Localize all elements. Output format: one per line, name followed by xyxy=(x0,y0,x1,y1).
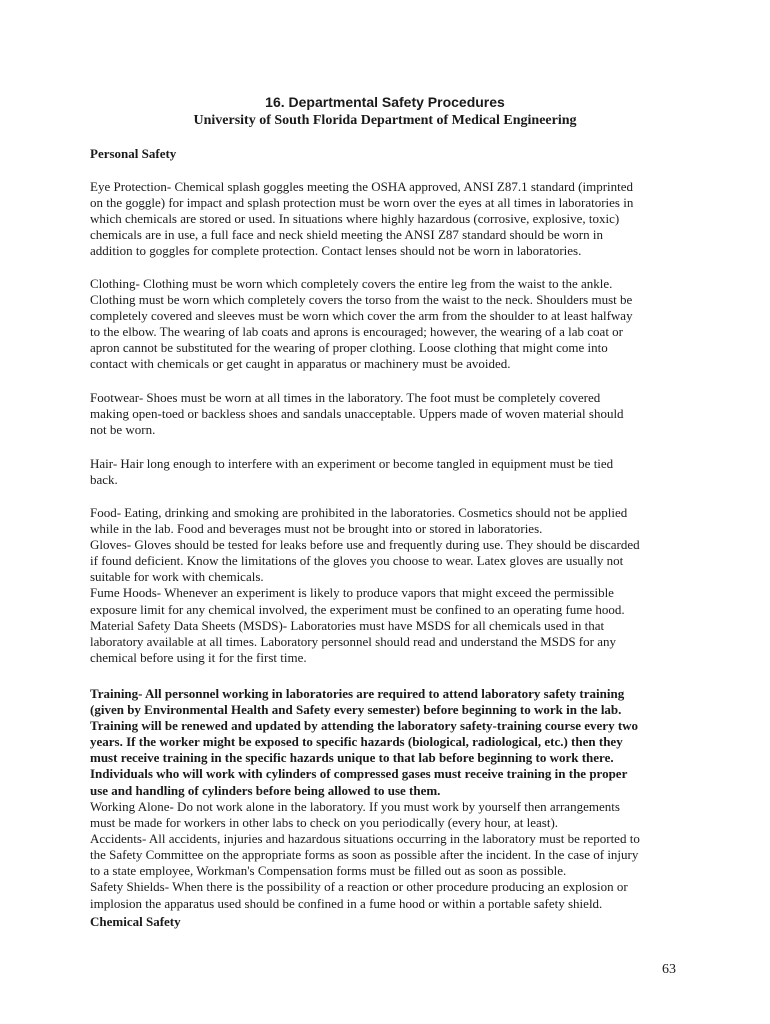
text-line: the Safety Committee on the appropriate forms as soon as possible after the incident. In the case of injury xyxy=(90,847,639,863)
text-line: exposure limit for any chemical involved, the experiment must be confined to an operating fume hood. xyxy=(90,601,625,617)
text-line: Training will be renewed and updated by attending the laboratory safety-training course every two xyxy=(90,718,639,734)
text-line: completely covered and sleeves must be worn which cover the arm from the shoulder to at least halfway xyxy=(90,308,633,324)
text-line: years. If the worker might be exposed to specific hazards (biological, radiological, etc.) then they xyxy=(90,734,623,750)
paragraph-clothing xyxy=(90,276,682,373)
paragraph-food-gloves-fume-msds xyxy=(90,505,682,666)
text-line: back. xyxy=(90,472,118,488)
page-title: 16. Departmental Safety Procedures xyxy=(265,94,505,110)
text-line: on the goggle) for impact and splash protection must be worn over the eyes at all times in laboratories in xyxy=(90,195,634,211)
text-line: Accidents- All accidents, injuries and hazardous situations occurring in the laboratory must be reported to xyxy=(90,831,640,847)
text-line: Eye Protection- Chemical splash goggles meeting the OSHA approved, ANSI Z87.1 standard (imprinted xyxy=(90,179,634,194)
paragraph-training xyxy=(90,686,682,799)
text-line: Fume Hoods- Whenever an experiment is likely to produce vapors that might exceed the permissible xyxy=(90,585,614,601)
paragraph-hair xyxy=(90,456,682,488)
text-line: if found deficient. Know the limitations of the gloves you choose to wear. Latex gloves are usually not xyxy=(90,553,624,569)
text-line: use and handling of cylinders before being allowed to use them. xyxy=(90,782,441,798)
text-line: which chemicals are stored or used. In situations where highly hazardous (corrosive, explosive, toxic) xyxy=(90,211,620,227)
text-line: while in the lab. Food and beverages must not be brought into or stored in laboratories. xyxy=(90,521,543,537)
text-line: Individuals who will work with cylinders of compressed gases must receive training in the proper xyxy=(90,766,628,782)
paragraph-eye-protection xyxy=(90,179,682,259)
text-line: Hair- Hair long enough to interfere with an experiment or become tangled in equipment must be tied xyxy=(90,456,614,471)
page-subtitle: University of South Florida Department of Medical Engineering xyxy=(193,113,577,128)
section-heading-chemical-safety: Chemical Safety xyxy=(90,914,181,929)
text-line: chemicals are in use, a full face and neck shield meeting the ANSI Z87 standard should be worn in xyxy=(90,227,603,243)
text-line: Food- Eating, drinking and smoking are prohibited in the laboratories. Cosmetics should not be applied xyxy=(90,505,628,520)
text-line: to a state employee, Workman's Compensation forms must be filled out as soon as possible. xyxy=(90,863,567,879)
text-line: (given by Environmental Health and Safety every semester) before beginning to work in the lab. xyxy=(90,702,622,718)
text-line: Footwear- Shoes must be worn at all times in the laboratory. The foot must be completely covered xyxy=(90,390,601,405)
paragraph-working-alone-accidents-shields xyxy=(90,799,682,912)
text-line: addition to goggles for complete protection. Contact lenses should not be worn in laboratories. xyxy=(90,243,582,259)
text-line: laboratory available at all times. Laboratory personnel should read and understand the MSDS for any xyxy=(90,633,616,649)
text-line: to the elbow. The wearing of lab coats and aprons is encouraged; however, the wearing of a lab coat or xyxy=(90,324,624,340)
text-line: Clothing must be worn which completely covers the torso from the waist to the neck. Shoulders must be xyxy=(90,292,633,308)
section-heading-personal-safety: Personal Safety xyxy=(90,146,177,161)
text-line: apron cannot be substituted for the wearing of proper clothing. Loose clothing that might come into xyxy=(90,340,608,356)
text-line: not be worn. xyxy=(90,422,156,438)
text-line: contact with chemicals or get caught in apparatus or machinery must be avoided. xyxy=(90,356,511,372)
text-line: Working Alone- Do not work alone in the laboratory. If you must work by yourself then arrangements xyxy=(90,799,620,814)
text-line: must receive training in the specific hazards unique to that lab before beginning to work there. xyxy=(90,750,614,766)
text-line: Safety Shields- When there is the possibility of a reaction or other procedure producing an explosion or xyxy=(90,879,628,895)
text-line: implosion the apparatus used should be confined in a fume hood or within a portable safety shield. xyxy=(90,895,603,911)
text-line: Clothing- Clothing must be worn which completely covers the entire leg from the waist to the ankle. xyxy=(90,276,613,291)
text-line: making open-toed or backless shoes and sandals unacceptable. Uppers made of woven material should xyxy=(90,406,624,422)
text-line: Material Safety Data Sheets (MSDS)- Laboratories must have MSDS for all chemicals used in that xyxy=(90,617,605,633)
paragraph-footwear xyxy=(90,390,682,438)
text-line: suitable for work with chemicals. xyxy=(90,569,264,585)
text-line: Training- All personnel working in laboratories are required to attend laboratory safety training xyxy=(90,686,625,701)
text-line: chemical before using it for the first time. xyxy=(90,649,307,665)
text-line: Gloves- Gloves should be tested for leaks before use and frequently during use. They should be discarded xyxy=(90,537,640,553)
text-line: must be made for workers in other labs to check on you periodically (every hour, at least). xyxy=(90,815,559,831)
page-number: 63 xyxy=(662,962,676,977)
